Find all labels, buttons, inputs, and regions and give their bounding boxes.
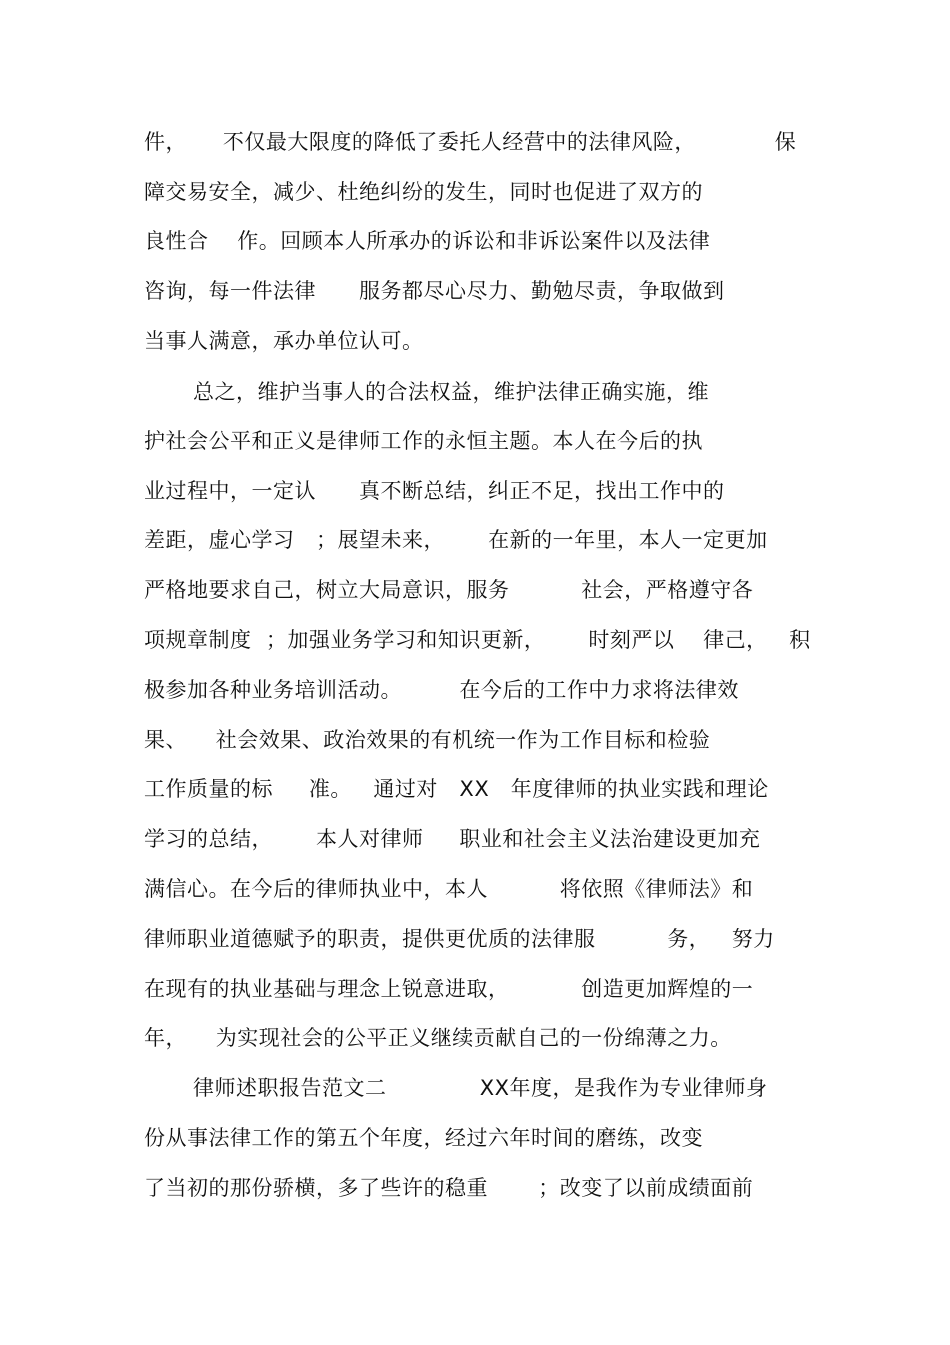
text-line: 在现有的执业基础与理念上锐意进取， 创造更加辉煌的一 [144, 977, 754, 1001]
text-line: 业过程中，一定认 真不断总结，纠正不足，找出工作中的 [144, 479, 725, 503]
text-line: 障交易安全，减少、杜绝纠纷的发生，同时也促进了双方的 [144, 180, 703, 204]
paragraph-start-line: 律师述职报告范文二 XX年度，是我作为专业律师身 [193, 1076, 768, 1100]
text-line: 护社会公平和正义是律师工作的永恒主题。本人在今后的执 [144, 429, 703, 453]
text-line: 年， 为实现社会的公平正义继续贡献自己的一份绵薄之力。 [144, 1026, 732, 1050]
text-line: 咨询，每一件法律 服务都尽心尽力、勤勉尽责，争取做到 [144, 279, 725, 303]
text-line: 良性合 作。回顾本人所承办的诉讼和非诉讼案件以及法律 [144, 229, 711, 253]
text-line: 工作质量的标 准。 通过对 XX 年度律师的执业实践和理论 [144, 777, 769, 801]
text-line: 律师职业道德赋予的职责，提供更优质的法律服 务， 努力 [144, 927, 775, 951]
text-line: 学习的总结， 本人对律师 职业和社会主义法治建设更加充 [144, 827, 761, 851]
text-line: 极参加各种业务培训活动。 在今后的工作中力求将法律效 [144, 678, 739, 702]
text-line: 了当初的那份骄横，多了些许的稳重 ；改变了以前成绩面前 [144, 1176, 754, 1200]
text-line: 差距，虚心学习 ；展望未来， 在新的一年里，本人一定更加 [144, 528, 768, 552]
text-line: 份从事法律工作的第五个年度，经过六年时间的磨练，改变 [144, 1126, 703, 1150]
text-line: 满信心。在今后的律师执业中，本人 将依照《律师法》和 [144, 877, 754, 901]
text-line: 项规章制度 ；加强业务学习和知识更新， 时刻严以 律己， 积 [144, 628, 811, 652]
text-line: 当事人满意，承办单位认可。 [144, 329, 424, 353]
paragraph-start-line: 总之，维护当事人的合法权益，维护法律正确实施，维 [193, 380, 709, 404]
text-line: 件， 不仅最大限度的降低了委托人经营中的法律风险， 保 [144, 130, 797, 154]
text-line: 果、 社会效果、政治效果的有机统一作为工作目标和检验 [144, 728, 711, 752]
text-line: 严格地要求自己，树立大局意识，服务 社会，严格遵守各 [144, 578, 754, 602]
